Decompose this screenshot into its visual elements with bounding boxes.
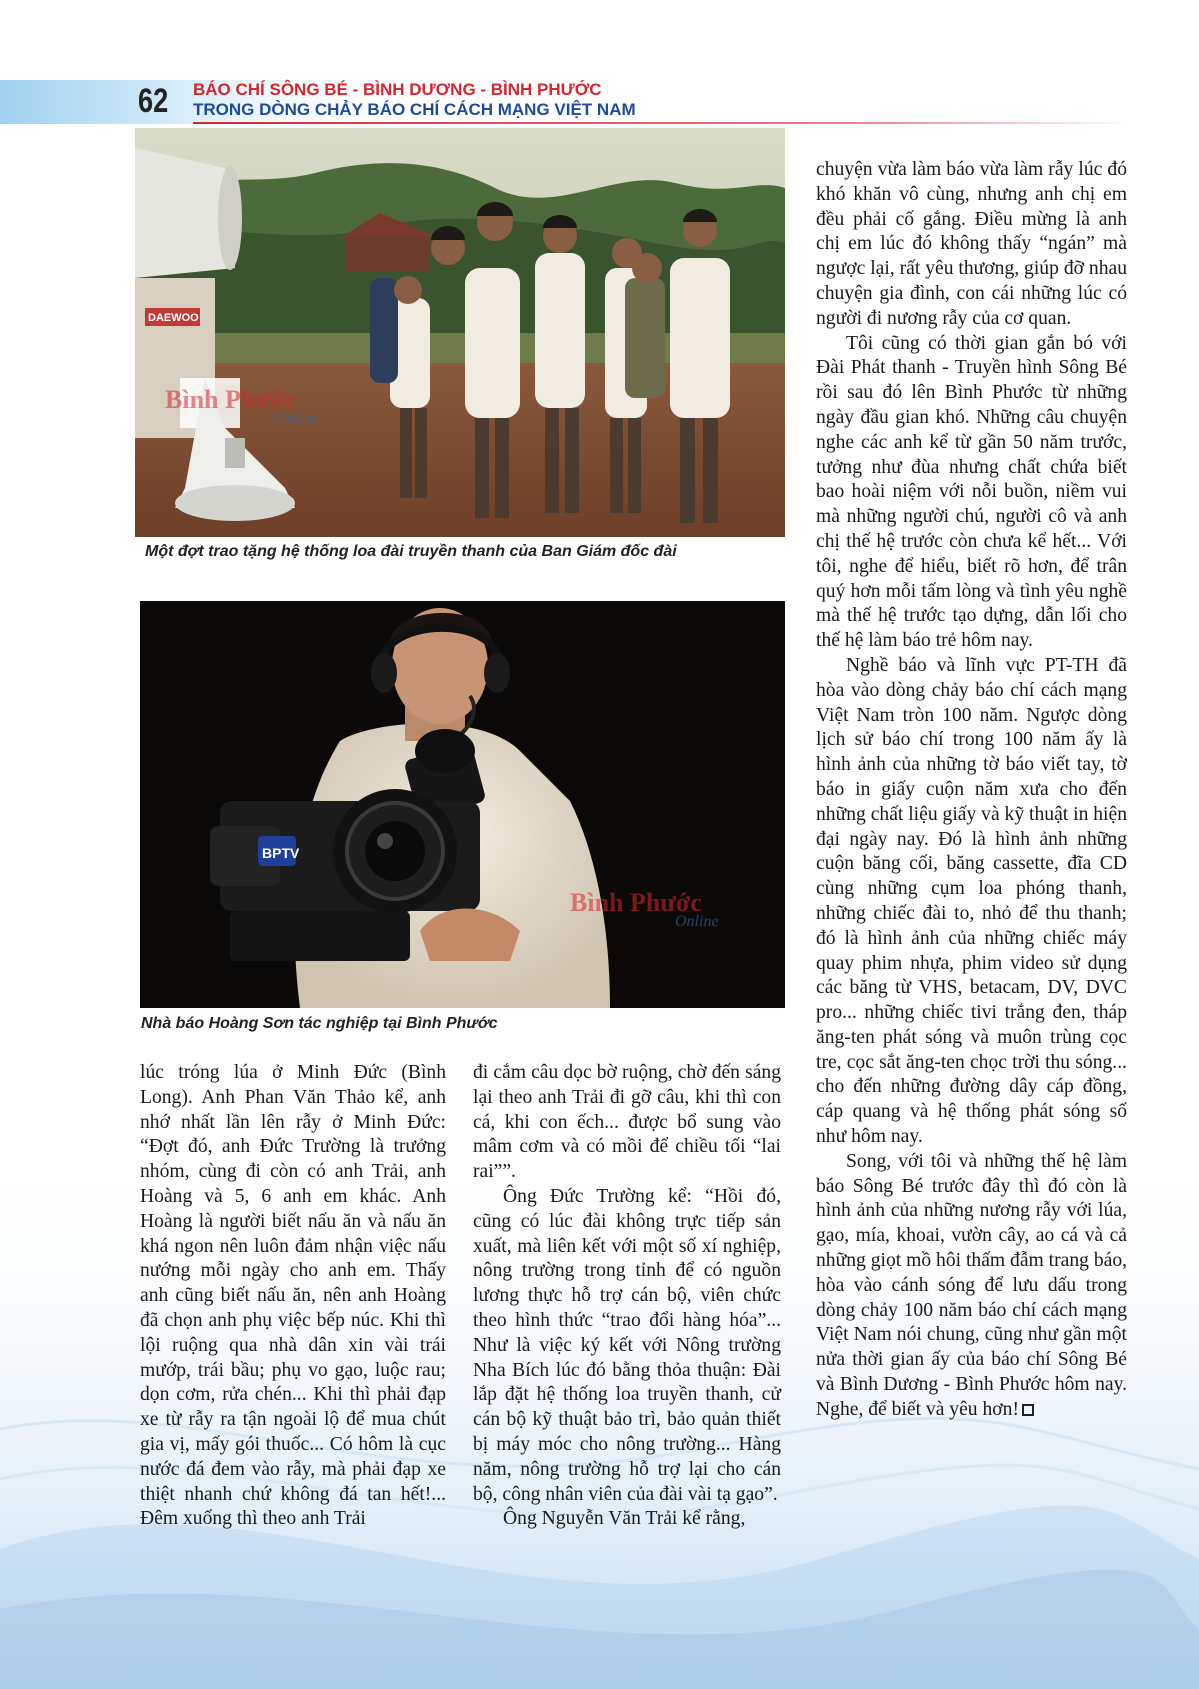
end-of-article-mark xyxy=(1022,1404,1034,1416)
photo-2-watermark-main: Bình Phước xyxy=(570,888,702,917)
header-rule xyxy=(193,122,1133,124)
camera-logo: BPTV xyxy=(262,845,300,861)
photo-1-caption: Một đợt trao tặng hệ thống loa đài truyền thanh của Ban Giám đốc đài xyxy=(145,543,677,560)
article-column-right xyxy=(816,158,1127,1423)
article-column-middle xyxy=(473,1061,781,1532)
photo-journalist-with-camera xyxy=(140,601,785,1008)
paragraph-final xyxy=(816,1150,1127,1423)
paragraph: Ông Nguyễn Văn Trải kể rằng, xyxy=(503,1508,746,1530)
paragraph: chuyện vừa làm báo vừa làm rẫy lúc đó khó khăn vô cùng, nhưng anh chị em đều phải cố gắng. Điều mừng là anh chị em lúc đó không thấy “ngán” mà ngược lại, rất yêu thương, giúp đỡ nhau chuyện gia đình, con cái những lúc có người đi nương rẫy của cơ quan. xyxy=(816,159,1127,329)
paragraph: đi cắm câu dọc bờ ruộng, chờ đến sáng lại theo anh Trải đi gỡ câu, khi thì con cá, khi con ếch... được bổ sung vào mâm cơm và có mồi để chiều tối “lai rai””. xyxy=(473,1062,781,1183)
photo-2-caption: Nhà báo Hoàng Sơn tác nghiệp tại Bình Phước xyxy=(141,1015,498,1032)
article-column-left xyxy=(140,1061,446,1532)
photo-1-watermark-sub: Online xyxy=(275,410,319,427)
paragraph: lúc tróng lúa ở Minh Đức (Bình Long). Anh Phan Văn Thảo kể, anh nhớ nhất lần lên rẫy ở Minh Đức: “Đợt đó, anh Đức Trường là trưởng nhóm, cùng đi còn có anh Trải, anh Hoàng và 5, 6 anh em khác. Anh Hoàng là người biết nấu ăn và nấu ăn khá ngon nên luôn đảm nhận việc nấu nướng mỗi ngày cho anh em. Thấy anh cũng biết nấu ăn, nên anh Hoàng đã chọn anh phụ việc bếp núc. Khi thì lội ruộng qua nhà dân xin vài trái mướp, trái bầu; phụ vo gạo, luộc rau; dọn cơm, rửa chén... Khi thì phải đạp xe từ rẫy ra tận ngoài lộ để mua chút gia vị, mấy gói thuốc... Có hôm là cục nước đá đem vào rẫy, mà phải đạp xe thiệt nhanh chứ không đá tan hết!... Đêm xuống thì theo anh Trải xyxy=(140,1062,446,1530)
photo-2-watermark-sub: Online xyxy=(675,913,719,930)
box-label: DAEWOO xyxy=(148,312,199,324)
running-header xyxy=(193,80,636,120)
paragraph: Ông Đức Trường kể: “Hồi đó, cũng có lúc đài không trực tiếp sản xuất, mà liên kết với một số xí nghiệp, nông trường trong tỉnh để có nguồn lương thực hỗ trợ cán bộ, viên chức theo hình thức “trao đổi hàng hóa”... Như là việc ký kết với Nông trường Nha Bích lúc đó bằng thỏa thuận: Đài lắp đặt hệ thống loa truyền thanh, cử cán bộ kỹ thuật bảo trì, bảo quản thiết bị máy móc cho nông trường... Hàng năm, nông trường hỗ trợ lại cho cán bộ, công nhân viên của đài vài tạ gạo”. xyxy=(473,1185,781,1505)
paragraph: Nghề báo và lĩnh vực PT-TH đã hòa vào dòng chảy báo chí cách mạng Việt Nam tròn 100 năm. Ngược dòng lịch sử báo chí trong 100 năm ấy là hình ảnh của những tờ báo viết tay, tờ báo in giấy cuộn năm xưa cho đến những chất liệu giấy và kỹ thuật in hiện đại ngày nay. Đó là hình ảnh những cuộn băng cối, băng cassette, đĩa CD cùng những cụm loa phóng thanh, những chiếc đài to, nhỏ để thu thanh; đó là hình ảnh của những chiếc máy quay phim nhựa, phim video sử dụng các băng từ VHS, betacam, DV, DVC pro... những chiếc tivi trắng đen, tháp ăng-ten phát sóng và muôn trùng cọc tre, cọc sắt ăng-ten chọc trời thu sóng... cho đến những đường dây cáp đồng, cáp quang và hệ thống phát sóng số như hôm nay. xyxy=(816,654,1127,1148)
final-paragraph-text: Song, với tôi và những thế hệ làm báo Sông Bé trước đây thì đó còn là hình ảnh của những nương rẫy với lúa, gạo, mía, khoai, vườn cây, ao cá và cả những giọt mồ hôi thấm đẫm trang báo, hòa vào cánh sóng để lưu dấu trong dòng chảy 100 năm báo chí cách mạng Việt Nam nói chung, cũng như gần một nửa thời gian ấy của báo chí Sông Bé và Bình Dương - Bình Phước hôm nay. Nghe, để biết và yêu hơn! xyxy=(816,1150,1128,1420)
paragraph: Tôi cũng có thời gian gắn bó với Đài Phát thanh - Truyền hình Sông Bé rồi sau đó lên Bình Phước từ những ngày đầu gian khó. Những câu chuyện nghe các anh kể từ gần 50 năm trước, tưởng như đùa nhưng chất chứa biết bao hoài niệm với nỗi buồn, niềm vui mà những người chú, người cô và anh chị thế hệ trước còn chưa kể hết... Với tôi, nghe để hiểu, biết rõ hơn, để trân quý hơn mỗi tấm lòng và tình yêu nghề mà thế hệ trước tạo dựng, dẫn lối cho thế hệ làm báo trẻ hôm nay. xyxy=(816,332,1127,652)
page-number: 62 xyxy=(138,82,169,120)
photo-1-watermark-main: Bình Phước xyxy=(165,385,297,414)
header-title-line-1: BÁO CHÍ SÔNG BÉ - BÌNH DƯƠNG - BÌNH PHƯỚC xyxy=(193,80,602,99)
header-title-line-2: TRONG DÒNG CHẢY BÁO CHÍ CÁCH MẠNG VIỆT NAM xyxy=(193,100,636,119)
photo-loudspeaker-handover xyxy=(135,128,785,537)
